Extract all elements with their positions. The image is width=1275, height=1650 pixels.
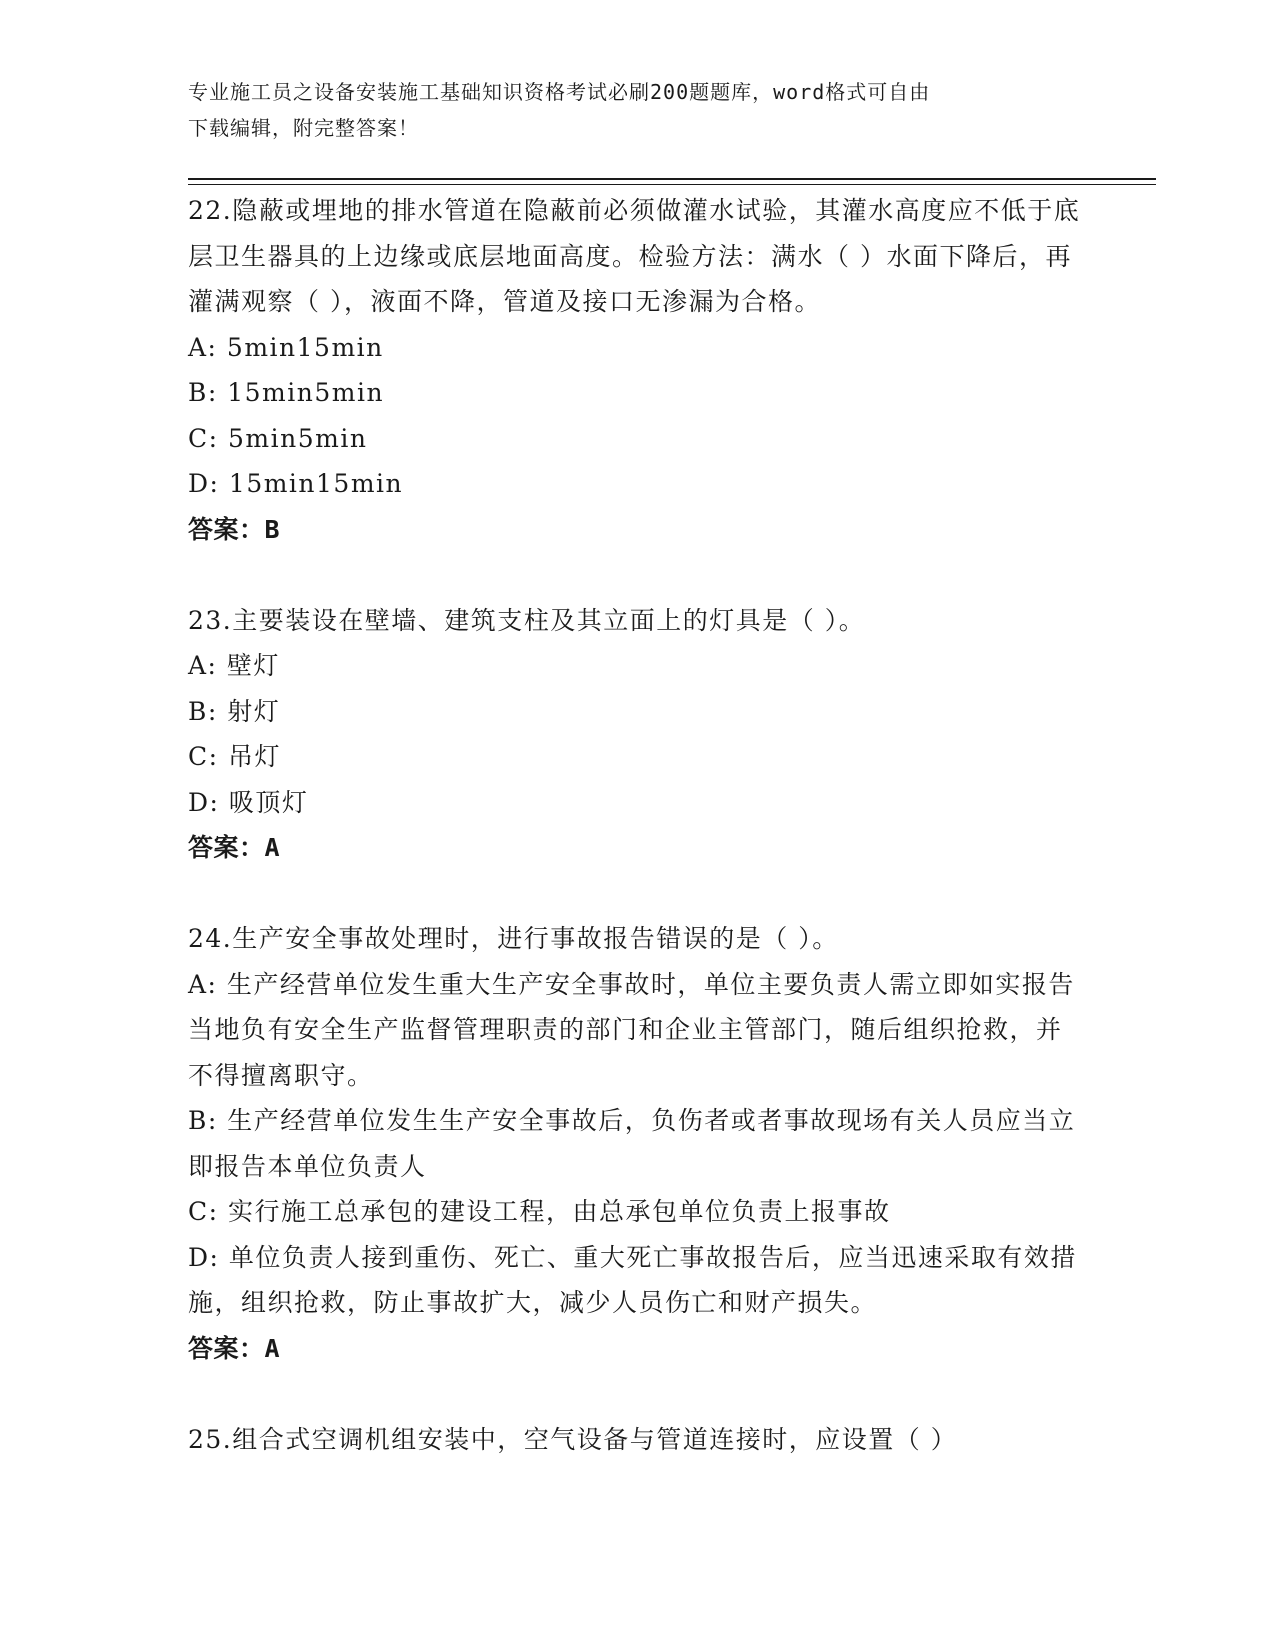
option-c: C: 5min5min: [188, 423, 368, 453]
question-stem: 24.生产安全事故处理时，进行事故报告错误的是（ ）。: [188, 924, 839, 953]
option-d: D: 15min15min: [188, 469, 404, 498]
option-b: B: 生产经营单位发生生产安全事故后，负伤者或者事故现场有关人员应当立即报告本单位负责人: [188, 1106, 1076, 1181]
answer-line: 答案：B: [188, 514, 281, 544]
header-divider-thick: [188, 178, 1156, 180]
question-list: [188, 188, 1088, 1462]
option-d: D: 吸顶灯: [188, 787, 309, 817]
question-stem: 25.组合式空调机组安装中，空气设备与管道连接时，应设置（ ）: [188, 1424, 958, 1454]
option-a: A: 壁灯: [188, 651, 280, 680]
option-a: A: 5min15min: [188, 332, 384, 362]
question-22: [188, 188, 1088, 552]
answer-line: 答案：A: [188, 1333, 281, 1363]
header-divider-thin: [188, 184, 1156, 185]
question-23: [188, 598, 1088, 871]
question-25: [188, 1417, 1088, 1463]
option-b: B: 射灯: [188, 696, 281, 726]
answer-line: 答案：A: [188, 833, 281, 862]
question-24: [188, 916, 1088, 1371]
document-header: [188, 74, 1088, 146]
question-stem: 23.主要装设在壁墙、建筑支柱及其立面上的灯具是（ ）。: [188, 605, 866, 635]
option-d: D: 单位负责人接到重伤、死亡、重大死亡事故报告后，应当迅速采取有效措施，组织抢救，防止事故扩大，减少人员伤亡和财产损失。: [188, 1242, 1077, 1317]
option-c: C: 吊灯: [188, 742, 281, 771]
option-b: B: 15min5min: [188, 378, 385, 407]
header-line-1: 专业施工员之设备安装施工基础知识资格考试必刷200题题库，word格式可自由: [188, 80, 931, 104]
question-stem: 22.隐蔽或埋地的排水管道在隐蔽前必须做灌水试验，其灌水高度应不低于底层卫生器具的上边缘或底层地面高度。检验方法：满水（ ）水面下降后，再灌满观察（ ），液面不降，管道及接口无渗漏为合格。: [188, 196, 1081, 316]
option-c: C: 实行施工总承包的建设工程，由总承包单位负责上报事故: [188, 1197, 891, 1226]
header-line-2: 下载编辑，附完整答案！: [188, 116, 419, 140]
option-a: A: 生产经营单位发生重大生产安全事故时，单位主要负责人需立即如实报告当地负有安全生产监督管理职责的部门和企业主管部门，随后组织抢救，并不得擅离职守。: [188, 969, 1075, 1090]
